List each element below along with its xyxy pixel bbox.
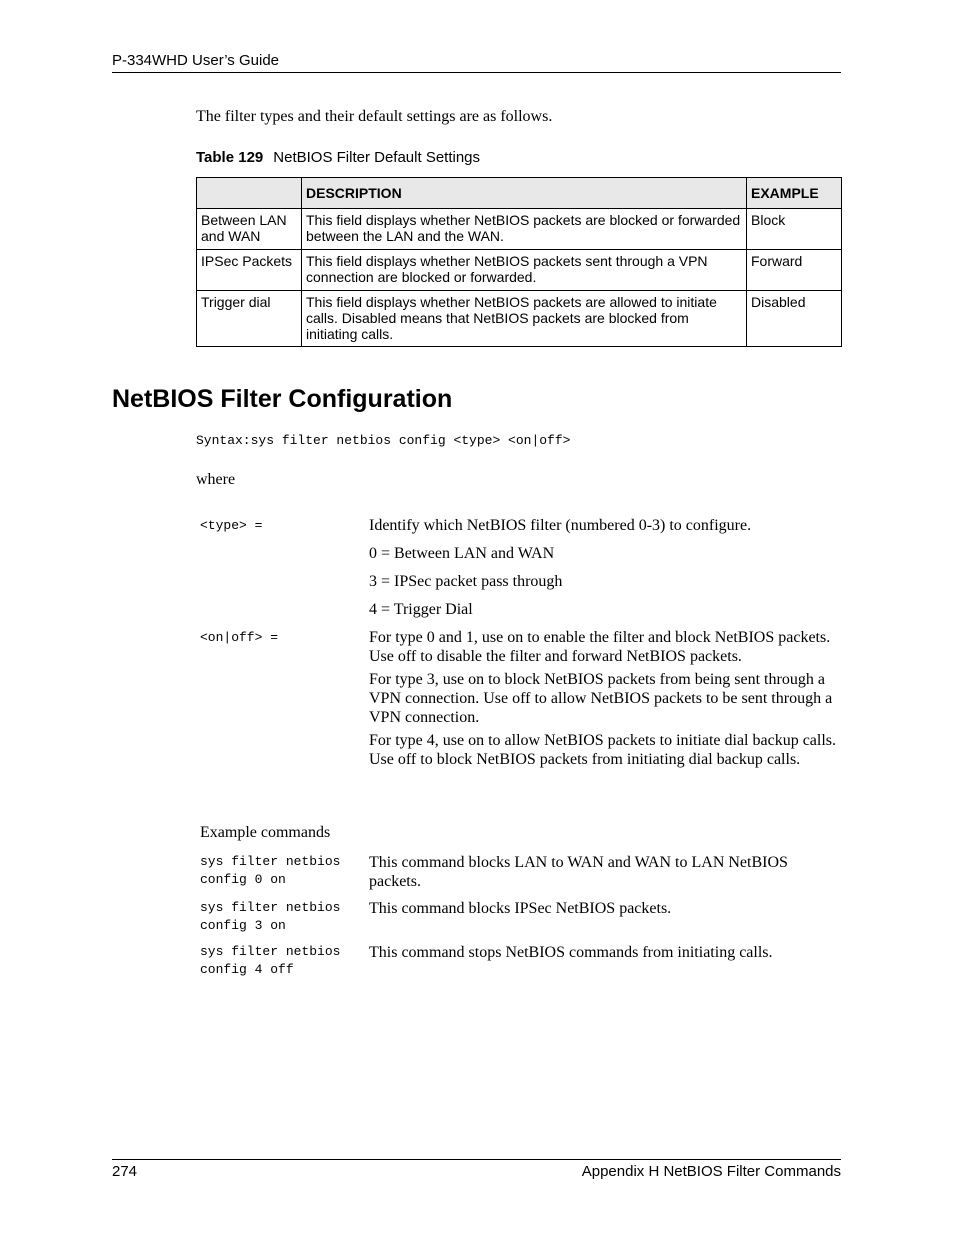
param-description [369, 516, 840, 628]
syntax-line: Syntax:sys filter netbios config <type> <on|off> [196, 433, 571, 448]
table-caption [196, 149, 480, 166]
example-command [200, 899, 369, 935]
section-title: NetBIOS Filter Configuration [112, 385, 453, 413]
example-command [200, 853, 369, 891]
parameter-list [200, 516, 840, 778]
header-description: DESCRIPTION [302, 178, 747, 209]
example-description: This command stops NetBIOS commands from initiating calls. [369, 944, 773, 961]
row-description: This field displays whether NetBIOS packets are allowed to initiate calls. Disabled means that NetBIOS packets are blocked from initiating calls. [302, 291, 747, 347]
page-number: 274 [112, 1163, 138, 1180]
guide-title: P-334WHD User’s Guide [112, 52, 279, 69]
row-label: IPSec Packets [197, 250, 302, 291]
command-line: config 4 off [200, 962, 294, 977]
header-blank [197, 178, 302, 209]
command-line: sys filter netbios [200, 944, 341, 959]
row-description: This field displays whether NetBIOS packets sent through a VPN connection are blocked or forwarded. [302, 250, 747, 291]
example-item [200, 943, 840, 979]
param-key: <type> = [200, 518, 263, 533]
row-label: Trigger dial [197, 291, 302, 347]
header-example: EXAMPLE [747, 178, 842, 209]
table-row [197, 250, 842, 291]
example-command [200, 943, 369, 979]
chapter-title: Appendix H NetBIOS Filter Commands [581, 1163, 841, 1180]
netbios-defaults-table [196, 177, 842, 347]
param-line: 0 = Between LAN and WAN [369, 545, 555, 562]
table-row [197, 291, 842, 347]
row-example: Disabled [747, 291, 842, 347]
intro-text: The filter types and their default settings are as follows. [196, 108, 553, 125]
param-line: For type 3, use on to block NetBIOS packets from being sent through a VPN connection. Use off to allow NetBIOS packets to be sent through a VPN connection. [369, 671, 833, 726]
example-description: This command blocks LAN to WAN and WAN to LAN NetBIOS packets. [369, 854, 788, 890]
page-footer [112, 1159, 841, 1180]
param-key: <on|off> = [200, 630, 279, 645]
example-list [200, 853, 840, 987]
row-example: Forward [747, 250, 842, 291]
param-description [369, 628, 840, 778]
row-label: Between LAN and WAN [197, 209, 302, 250]
command-line: config 0 on [200, 872, 286, 887]
table-header-row [197, 178, 842, 209]
example-item [200, 899, 840, 935]
param-line: 4 = Trigger Dial [369, 601, 473, 618]
row-description: This field displays whether NetBIOS packets are blocked or forwarded between the LAN and the WAN. [302, 209, 747, 250]
param-line: For type 0 and 1, use on to enable the filter and block NetBIOS packets. Use off to disable the filter and forward NetBIOS packets. [369, 629, 831, 665]
page-header [112, 52, 841, 73]
command-line: sys filter netbios [200, 900, 341, 915]
table-caption-text: NetBIOS Filter Default Settings [273, 149, 481, 166]
param-line: For type 4, use on to allow NetBIOS packets to initiate dial backup calls. Use off to block NetBIOS packets from initiating dial backup calls. [369, 732, 837, 768]
param-type [200, 516, 840, 628]
param-line: 3 = IPSec packet pass through [369, 573, 563, 590]
table-row [197, 209, 842, 250]
row-example: Block [747, 209, 842, 250]
example-label: Example commands [200, 824, 331, 841]
command-line: sys filter netbios [200, 854, 341, 869]
table-number: Table 129 [196, 149, 264, 166]
where-label: where [196, 471, 236, 488]
command-line: config 3 on [200, 918, 286, 933]
param-on-off [200, 628, 840, 778]
param-line: Identify which NetBIOS filter (numbered 0-3) to configure. [369, 517, 752, 534]
example-description: This command blocks IPSec NetBIOS packets. [369, 900, 672, 917]
example-item [200, 853, 840, 891]
